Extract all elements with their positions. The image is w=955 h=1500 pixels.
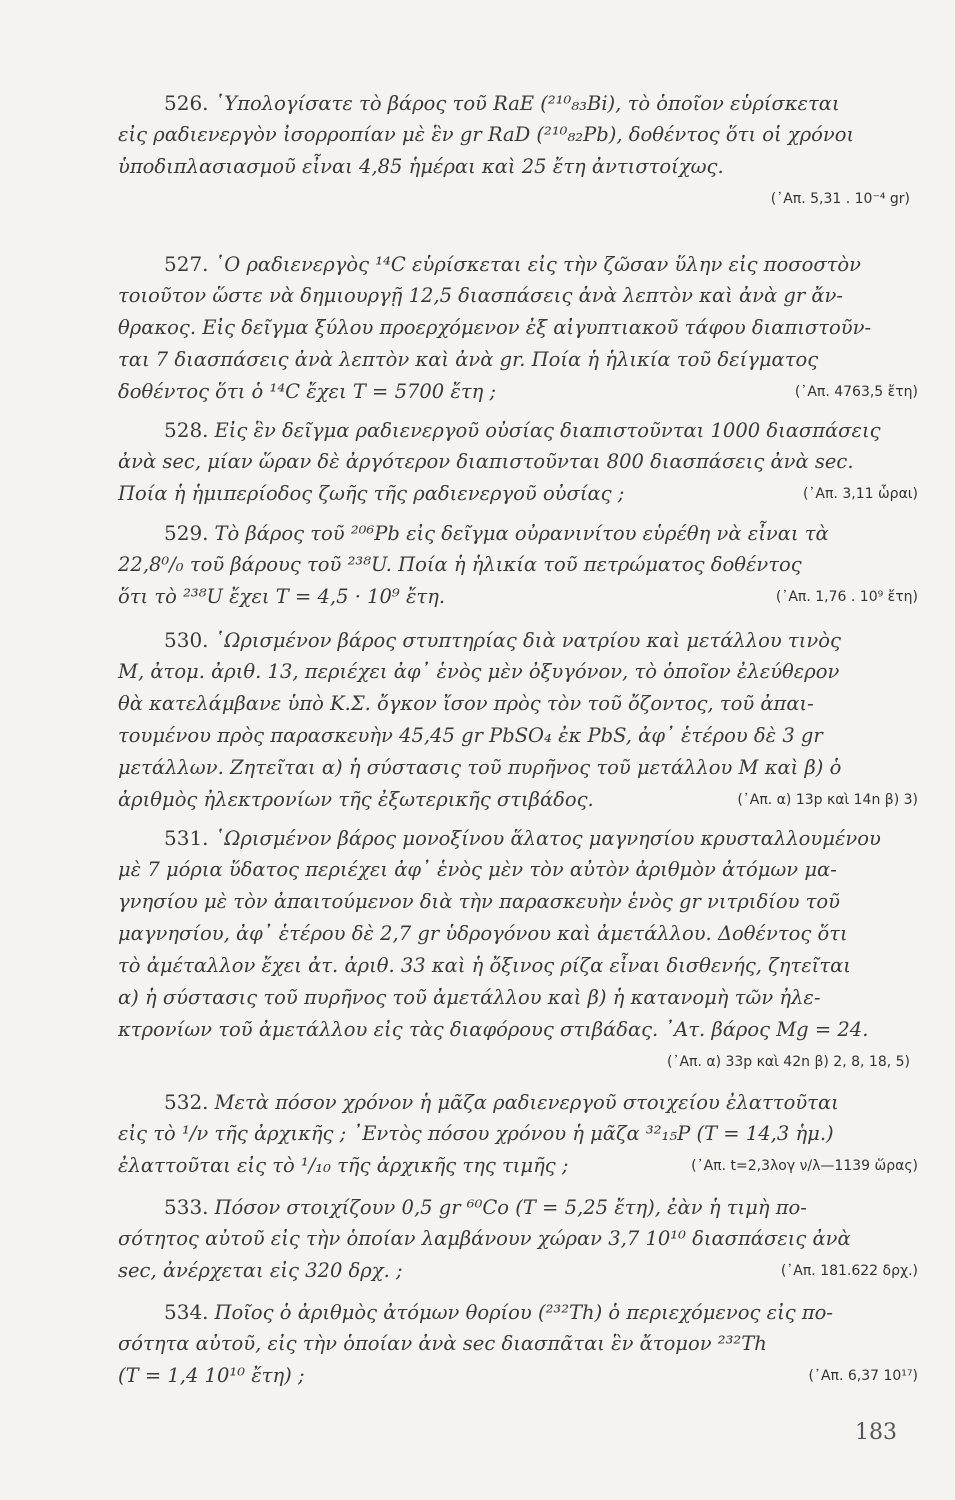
problem-line: γνησίου μὲ τὸν ἀπαιτούμενον διὰ τὴν παρασκευὴν ἑνὸς gr νιτριδίου τοῦ	[118, 890, 841, 913]
problem-line	[118, 1191, 918, 1223]
answer: (᾿Απ. α) 13p καὶ 14n β) 3)	[737, 792, 918, 808]
problem-533	[118, 1191, 918, 1287]
problem-text: (T = 1,4 10¹⁰ ἔτη) ;	[118, 1364, 305, 1387]
problem-526	[118, 87, 918, 215]
problem-line: κτρονίων τοῦ ἀμετάλλου εἰς τὰς διαφόρους στιβάδας. ᾿Ατ. βάρος Mg = 24.	[118, 1018, 869, 1041]
problem-line	[118, 517, 918, 549]
problem-528	[118, 414, 918, 510]
problem-text: Τὸ βάρος τοῦ ²⁰⁶Pb εἰς δεῖγμα οὐρανινίτου εὑρέθη νὰ εἶναι τὰ	[214, 522, 829, 545]
problem-line: ὑποδιπλασιασμοῦ εἶναι 4,85 ἡμέραι καὶ 25 ἔτη ἀντιστοίχως.	[118, 155, 724, 178]
problem-text: sec, ἀνέρχεται εἰς 320 δρχ. ;	[118, 1259, 403, 1282]
problem-number: 527.	[164, 252, 209, 276]
problem-text: Εἰς ἓν δεῖγμα ραδιενεργοῦ οὐσίας διαπιστοῦνται 1000 διασπάσεις	[214, 419, 881, 442]
problem-line: τοιοῦτον ὥστε νὰ δημιουργῇ 12,5 διασπάσεις ἀνὰ λεπτὸν καὶ ἀνὰ gr ἄν-	[118, 284, 843, 307]
problem-line: μετάλλων. Ζητεῖται α) ἡ σύστασις τοῦ πυρῆνος τοῦ μετάλλου M καὶ β) ὁ	[118, 756, 842, 779]
problem-text: ῾Υπολογίσατε τὸ βάρος τοῦ RaE (²¹⁰₈₃Bi), τὸ ὁποῖον εὑρίσκεται	[214, 92, 840, 115]
problem-line	[118, 822, 918, 854]
answer: (᾿Απ. 3,11 ὧραι)	[802, 486, 918, 502]
problem-line	[118, 414, 918, 446]
problem-534	[118, 1296, 918, 1392]
problem-text: ῾Ωρισμένον βάρος μονοξίνου ἅλατος μαγνησίου κρυσταλλουμένου	[214, 827, 881, 850]
answer-line	[118, 183, 918, 215]
problem-text: ἐλαττοῦται εἰς τὸ ¹/₁₀ τῆς ἀρχικῆς της τιμῆς ;	[118, 1154, 569, 1177]
problem-line: ται 7 διασπάσεις ἀνὰ λεπτὸν καὶ ἀνὰ gr. Ποία ἡ ἡλικία τοῦ δείγματος	[118, 348, 819, 371]
answer: (᾿Απ. 5,31 . 10⁻⁴ gr)	[770, 191, 910, 207]
problem-line: μαγνησίου, ἀφ᾿ ἑτέρου δὲ 2,7 gr ὑδρογόνου καὶ ἀμετάλλου. Δοθέντος ὅτι	[118, 922, 848, 945]
problem-line: θρακος. Εἰς δεῖγμα ξύλου προερχόμενον ἐξ αἰγυπτιακοῦ τάφου διαπιστοῦν-	[118, 316, 872, 339]
problem-line: σότητος αὐτοῦ εἰς τὴν ὁποίαν λαμβάνουν χώραν 3,7 10¹⁰ διασπάσεις ἀνὰ	[118, 1227, 851, 1250]
problem-text: Ποία ἡ ἡμιπερίοδος ζωῆς τῆς ραδιενεργοῦ οὐσίας ;	[118, 482, 625, 505]
problem-line: τουμένου πρὸς παρασκευὴν 45,45 gr PbSO₄ ἐκ PbS, ἀφ᾿ ἑτέρου δὲ 3 gr	[118, 724, 823, 747]
problem-text: Πόσον στοιχίζουν 0,5 gr ⁶⁰Co (T = 5,25 ἔτη), ἐὰν ἡ τιμὴ πο-	[214, 1196, 807, 1219]
problem-line	[118, 376, 918, 408]
answer-line	[118, 1046, 918, 1078]
answer: (᾿Απ. 1,76 . 10⁹ ἔτη)	[775, 589, 918, 605]
problem-number: 533.	[164, 1195, 209, 1219]
problem-text: ὅτι τὸ ²³⁸U ἔχει T = 4,5 · 10⁹ ἔτη.	[118, 585, 446, 608]
problem-527	[118, 248, 918, 408]
problem-number: 530.	[164, 628, 209, 652]
problem-line: εἰς ραδιενεργὸν ἰσορροπίαν μὲ ἓν gr RaD (²¹⁰₈₂Pb), δοθέντος ὅτι οἱ χρόνοι	[118, 123, 855, 146]
problem-line: σότητα αὐτοῦ, εἰς τὴν ὁποίαν ἀνὰ sec διασπᾶται ἓν ἄτομον ²³²Th	[118, 1332, 767, 1355]
problem-text: Ποῖος ὁ ἀριθμὸς ἀτόμων θορίου (²³²Th) ὁ περιεχόμενος εἰς πο-	[214, 1301, 833, 1324]
problem-text: ῾Ωρισμένον βάρος στυπτηρίας διὰ νατρίου καὶ μετάλλου τινὸς	[214, 629, 841, 652]
problem-530	[118, 624, 918, 816]
problem-line	[118, 784, 918, 816]
problem-line	[118, 87, 918, 119]
problem-line	[118, 1150, 918, 1182]
problem-line: ἀνὰ sec, μίαν ὥραν δὲ ἀργότερον διαπιστοῦνται 800 διασπάσεις ἀνὰ sec.	[118, 450, 854, 473]
problem-text: Μετὰ πόσον χρόνον ἡ μᾶζα ραδιενεργοῦ στοιχείου ἐλαττοῦται	[214, 1091, 839, 1114]
problem-number: 528.	[164, 418, 209, 442]
problem-line: 22,8⁰/₀ τοῦ βάρους τοῦ ²³⁸U. Ποία ἡ ἡλικία τοῦ πετρώματος δοθέντος	[118, 553, 802, 576]
problem-line: τὸ ἀμέταλλον ἔχει ἀτ. ἀριθ. 33 καὶ ἡ ὄξινος ρίζα εἶναι δισθενής, ζητεῖται	[118, 954, 851, 977]
problem-line	[118, 248, 918, 280]
answer: (᾿Απ. 4763,5 ἔτη)	[794, 384, 918, 400]
problem-text: ῾Ο ραδιενεργὸς ¹⁴C εὑρίσκεται εἰς τὴν ζῶσαν ὕλην εἰς ποσοστὸν	[214, 253, 862, 276]
problem-line: εἰς τὸ ¹/ν τῆς ἀρχικῆς ; ᾿Εντὸς πόσου χρόνου ἡ μᾶζα ³²₁₅P (T = 14,3 ἡμ.)	[118, 1122, 834, 1145]
problem-text: ἀριθμὸς ἠλεκτρονίων τῆς ἐξωτερικῆς στιβάδος.	[118, 788, 594, 811]
problem-number: 534.	[164, 1300, 209, 1324]
problem-line: μὲ 7 μόρια ὕδατος περιέχει ἀφ᾿ ἑνὸς μὲν τὸν αὐτὸν ἀριθμὸν ἀτόμων μα-	[118, 858, 837, 881]
page-number: 183	[855, 1420, 897, 1445]
problem-line	[118, 1255, 918, 1287]
problem-line	[118, 1296, 918, 1328]
problem-number: 531.	[164, 826, 209, 850]
problem-529	[118, 517, 918, 613]
answer: (᾿Απ. t=2,3λογ ν/λ—1139 ὥρας)	[691, 1158, 918, 1174]
problem-line	[118, 581, 918, 613]
problem-text: δοθέντος ὅτι ὁ ¹⁴C ἔχει T = 5700 ἔτη ;	[118, 380, 497, 403]
problem-line: α) ἡ σύστασις τοῦ πυρῆνος τοῦ ἀμετάλλου καὶ β) ἡ κατανομὴ τῶν ἠλε-	[118, 986, 821, 1009]
problem-line	[118, 478, 918, 510]
answer: (᾿Απ. 181.622 δρχ.)	[780, 1263, 918, 1279]
problem-531	[118, 822, 918, 1078]
problem-number: 529.	[164, 521, 209, 545]
problem-line	[118, 624, 918, 656]
problem-number: 532.	[164, 1090, 209, 1114]
problem-line: θὰ κατελάμβανε ὑπὸ Κ.Σ. ὄγκον ἴσον πρὸς τὸν τοῦ ὄζοντος, τοῦ ἀπαι-	[118, 692, 814, 715]
answer: (᾿Απ. α) 33p καὶ 42n β) 2, 8, 18, 5)	[666, 1054, 910, 1070]
problem-line	[118, 1086, 918, 1118]
problem-line: M, ἀτομ. ἀριθ. 13, περιέχει ἀφ᾿ ἑνὸς μὲν ὀξυγόνον, τὸ ὁποῖον ἐλεύθερον	[118, 660, 840, 683]
problem-line	[118, 1360, 918, 1392]
problem-532	[118, 1086, 918, 1182]
answer: (᾿Απ. 6,37 10¹⁷)	[808, 1368, 918, 1384]
problem-number: 526.	[164, 91, 209, 115]
